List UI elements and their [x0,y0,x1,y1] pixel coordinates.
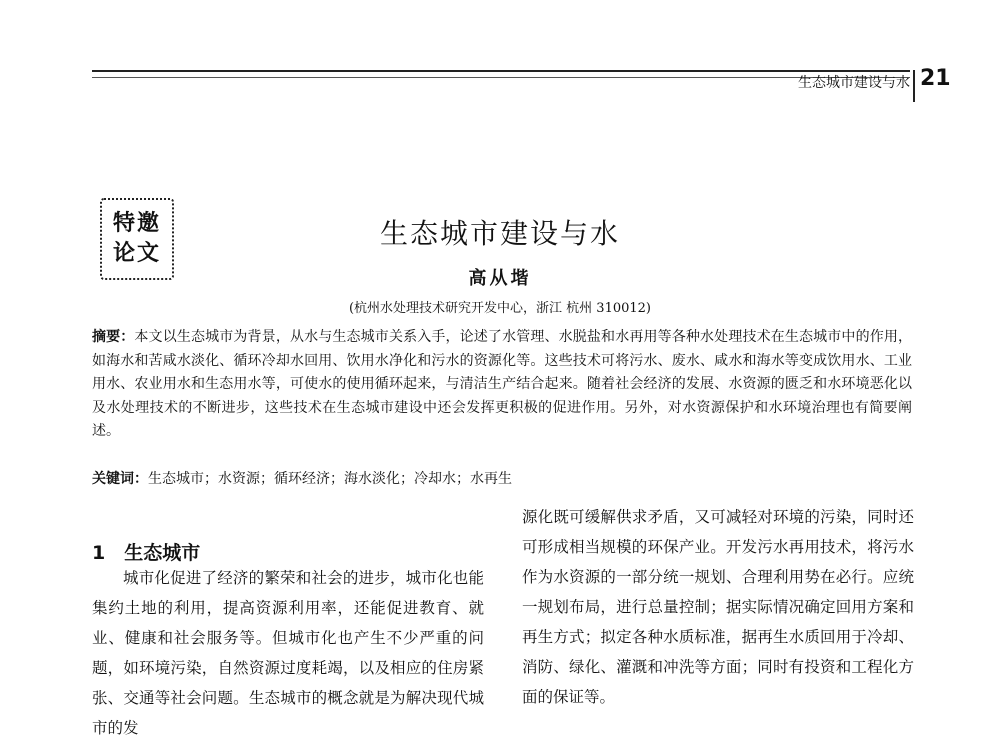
abstract [92,326,912,444]
right-paragraph: 源化既可缓解供求矛盾，又可减轻对环境的污染，同时还可形成相当规模的环保产业。开发污水再用技术，将污水作为水资源的一部分统一规划、合理利用势在必行。应统一规划布局，进行总量控制；据实际情况确定回用方案和再生方式；拟定各种水质标准，据再生水质回用于冷却、消防、绿化、灌溉和冲洗等方面；同时有投资和工程化方面的保证等。 [522,508,914,706]
running-title: 生态城市建设与水 [798,75,910,91]
right-column [522,502,914,712]
article-title: 生态城市建设与水 [379,217,620,250]
author-affiliation: (杭州水处理技术研究开发中心，浙江 杭州 310012) [348,301,652,316]
badge-line-2: 论文 [112,241,161,266]
abstract-text: 本文以生态城市为背景，从水与生态城市关系入手，论述了水管理、水脱盐和水再用等各种水处理技术在生态城市中的作用，如海水和苦咸水淡化、循环冷却水回用、饮用水净化和污水的资源化等。这些技术可将污水、废水、咸水和海水等变成饮用水、工业用水、农业用水和生态用水等，可使水的使用循环起来，与清洁生产结合起来。随着社会经济的发展、水资源的匮乏和水环境恶化以及水处理技术的不断进步，这些技术在生态城市建设中还会发挥更积极的促进作用。另外，对水资源保护和水环境治理也有简要阐述。 [92,329,912,439]
badge-line-1: 特邀 [112,211,161,236]
keywords-text: 生态城市；水资源；循环经济；海水淡化；冷却水；水再生 [148,471,512,487]
left-paragraph: 城市化促进了经济的繁荣和社会的进步，城市化也能集约土地的利用，提高资源利用率，还能促进教育、就业、健康和社会服务等。但城市化也产生不少严重的问题，如环境污染，自然资源过度耗竭，以及相应的住房紧张、交通等社会问题。生态城市的概念就是为解决现代城市的发 [92,569,484,737]
page-number-separator [913,70,915,102]
header-rule-thin [92,77,910,78]
keywords-label: 关键词： [92,471,148,487]
keywords [92,468,912,491]
header-rule [92,70,910,72]
section-heading: 1 生态城市 [92,542,201,564]
page-number: 21 [920,66,951,91]
article-author: 高从堦 [468,268,532,289]
left-column [92,563,484,743]
abstract-label: 摘要： [92,329,135,345]
